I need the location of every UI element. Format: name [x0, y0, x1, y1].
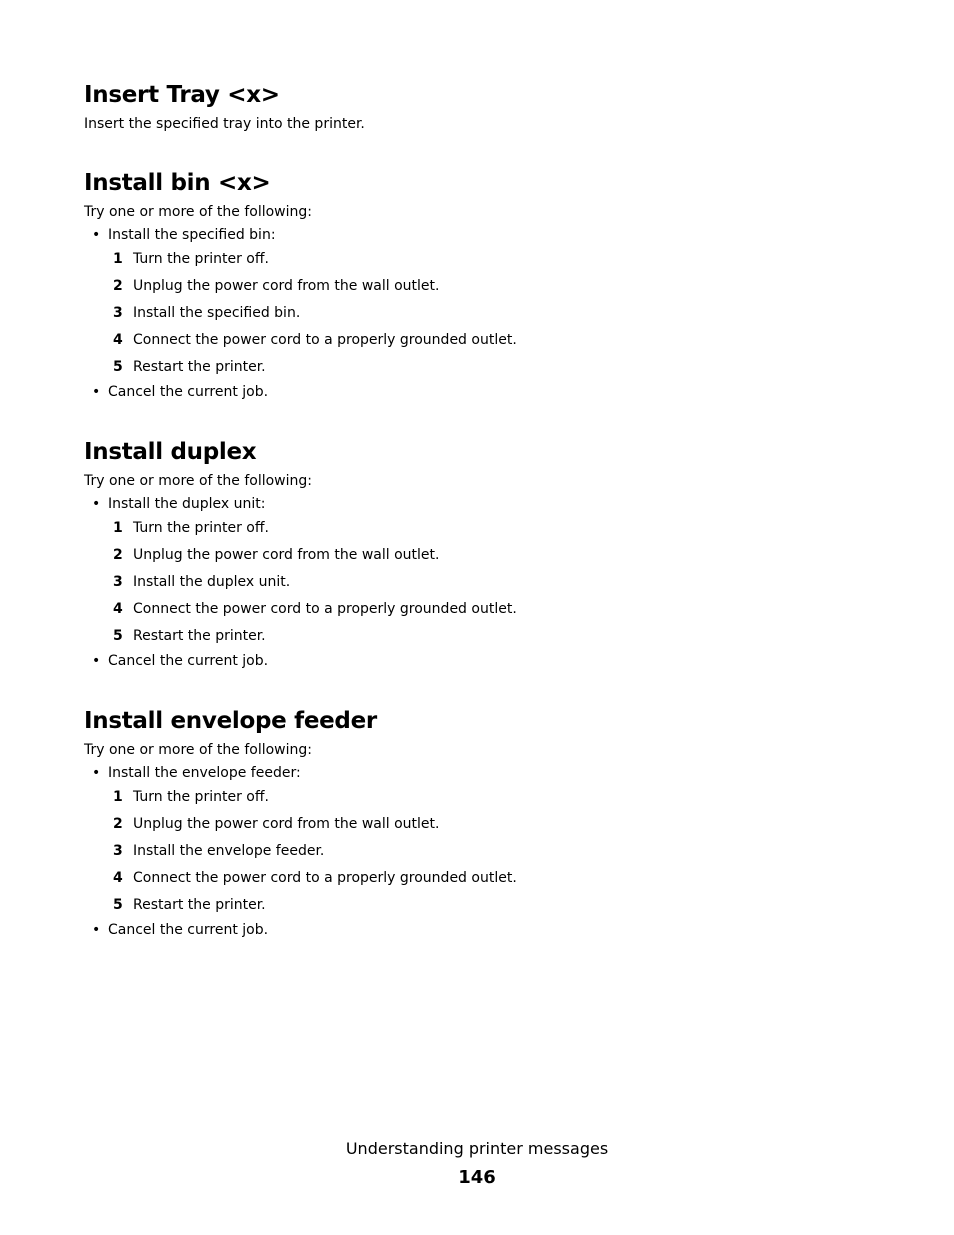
list-item: • Cancel the current job. [92, 653, 269, 669]
step-list [84, 787, 884, 917]
footer-title: Understanding printer messages [345, 1139, 609, 1158]
step-list [84, 518, 884, 648]
step-item: 1 Turn the printer off. [113, 789, 269, 805]
step-item: 2 Unplug the power cord from the wall outlet. [113, 816, 440, 832]
step-item: 5 Restart the printer. [113, 897, 266, 913]
step-list [84, 249, 884, 379]
step-item: 5 Restart the printer. [113, 628, 266, 644]
bullet-icon: • [92, 922, 101, 938]
bullet-icon: • [92, 227, 101, 243]
list-item: • Cancel the current job. [92, 384, 269, 400]
step-item: 2 Unplug the power cord from the wall outlet. [113, 547, 440, 563]
step-item: 4 Connect the power cord to a properly grounded outlet. [113, 870, 517, 886]
section-title: Install duplex [84, 439, 257, 465]
step-item: 3 Install the envelope feeder. [113, 843, 325, 859]
step-item: 5 Restart the printer. [113, 359, 266, 375]
step-item: 3 Install the specified bin. [113, 305, 301, 321]
section-intro: Insert the specified tray into the printer. [84, 116, 365, 132]
list-item: • Install the duplex unit: [92, 496, 266, 512]
page-content [84, 80, 884, 943]
page-number: 146 [458, 1167, 496, 1188]
section-install-duplex [84, 437, 884, 671]
bullet-icon: • [92, 496, 101, 512]
bullet-icon: • [92, 765, 101, 781]
page-footer [0, 1138, 954, 1192]
bullet-icon: • [92, 384, 101, 400]
list-item: • Install the envelope feeder: [92, 765, 301, 781]
step-item: 4 Connect the power cord to a properly grounded outlet. [113, 601, 517, 617]
step-item: 2 Unplug the power cord from the wall outlet. [113, 278, 440, 294]
section-intro: Try one or more of the following: [84, 742, 312, 758]
bullet-icon: • [92, 653, 101, 669]
step-item: 4 Connect the power cord to a properly grounded outlet. [113, 332, 517, 348]
step-item: 1 Turn the printer off. [113, 251, 269, 267]
section-title: Insert Tray <x> [84, 82, 280, 108]
step-item: 1 Turn the printer off. [113, 520, 269, 536]
list-item: • Install the specified bin: [92, 227, 276, 243]
section-intro: Try one or more of the following: [84, 204, 312, 220]
section-intro: Try one or more of the following: [84, 473, 312, 489]
section-install-envelope-feeder [84, 706, 884, 940]
step-item: 3 Install the duplex unit. [113, 574, 291, 590]
section-title: Install envelope feeder [84, 708, 377, 734]
list-item: • Cancel the current job. [92, 922, 269, 938]
section-insert-tray [84, 80, 884, 134]
section-title: Install bin <x> [84, 170, 271, 196]
section-install-bin [84, 168, 884, 402]
